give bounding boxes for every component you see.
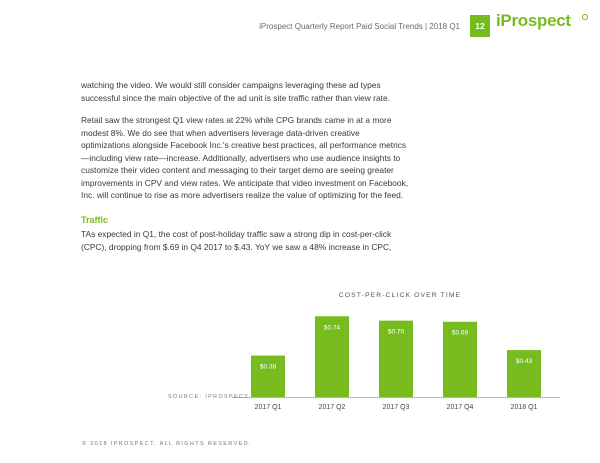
report-header-title: iProspect Quarterly Report Paid Social Trends | 2018 Q1 bbox=[259, 22, 460, 31]
page-number-badge: 12 bbox=[470, 15, 490, 37]
section-heading-traffic: Traffic bbox=[81, 214, 109, 225]
chart-title: COST-PER-CLICK OVER TIME bbox=[338, 292, 462, 299]
paragraph: Retail saw the strongest Q1 view rates at 22% while CPG brands came in at a more modest 8%. We do see that when advertisers leverage data-driven creative optimizations alongside Facebook Inc.'s creative best practices, all performance metrics—including view rate—increase. Additionally, advertisers who use audience insights to customize their video content and messaging to their target demo are seeing greater improvements in CPV and view rates. We anticipate that video investment on Facebook, Inc. will continue to rise as more advertisers realize the value of optimizing for the feed. bbox=[81, 115, 409, 200]
x-tick-label: 2017 Q3 bbox=[382, 404, 410, 411]
footer-copyright: © 2018 IPROSPECT. ALL RIGHTS RESERVED. bbox=[82, 441, 252, 447]
bar-2017-q1 bbox=[251, 356, 285, 397]
x-tick-label: 2017 Q1 bbox=[254, 404, 282, 411]
x-tick-label: 2017 Q4 bbox=[446, 404, 474, 411]
paragraph: TAs expected in Q1, the cost of post-holiday traffic saw a strong dip in cost-per-click (CPC), dropping from $.69 in Q4 2017 to $.43. YoY we saw a 48% increase in CPC, bbox=[81, 229, 392, 252]
iprospect-logo: iProspect bbox=[496, 11, 571, 30]
data-label: $0.74 bbox=[323, 324, 341, 332]
data-label: $0.70 bbox=[387, 328, 405, 336]
chart-source: SOURCE: IPROSPECT bbox=[168, 394, 250, 400]
x-tick-label: 2018 Q1 bbox=[510, 404, 538, 411]
data-label: $0.43 bbox=[515, 358, 533, 366]
data-label: $0.38 bbox=[259, 363, 277, 371]
x-tick-label: 2017 Q2 bbox=[318, 404, 346, 411]
data-label: $0.69 bbox=[451, 329, 469, 337]
paragraph: watching the video. We would still consider campaigns leveraging these ad types successful since the main objective of the ad unit is site traffic rather than view rate. bbox=[81, 80, 390, 103]
